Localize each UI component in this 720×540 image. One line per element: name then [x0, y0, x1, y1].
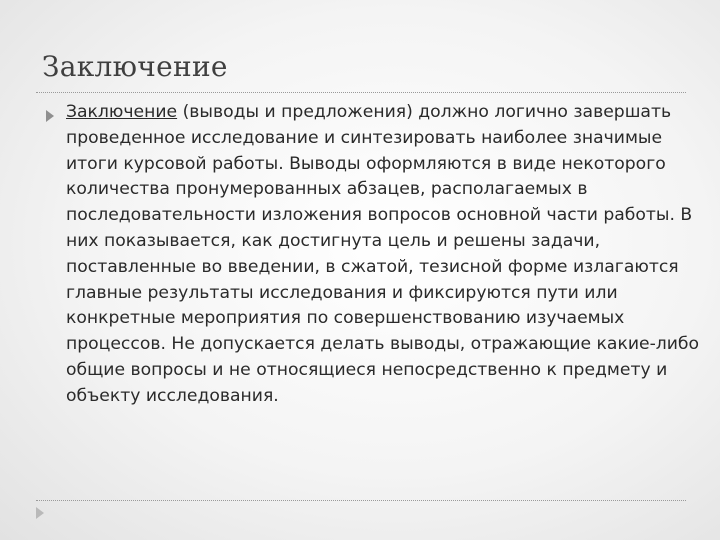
bullet-term: Заключение — [66, 102, 178, 122]
slide-title: Заключение — [42, 50, 228, 83]
corner-arrow-icon — [36, 507, 44, 519]
bullet-arrow-icon — [46, 110, 54, 122]
bullet-paragraph — [66, 100, 706, 410]
bullet-body: (выводы и предложения) должно логично завершать проведенное исследование и синтезировать наиболее значимые итоги курсовой работы. Выводы оформляются в виде некоторого количества пронумерованных абзацев, располагаемых в последовательности изложения вопросов основной части работы. В них показывается, как достигнута цель и решены задачи, поставленные во введении, в сжатой, тезисной форме излагаются главные результаты исследования и фиксируются пути или конкретные мероприятия по совершенствованию изучаемых процессов. Не допускается делать выводы, отражающие какие-либо общие вопросы и не относящиеся непосредственно к предмету и объекту исследования. — [66, 102, 700, 406]
title-divider — [36, 92, 686, 93]
bottom-divider — [36, 500, 686, 501]
